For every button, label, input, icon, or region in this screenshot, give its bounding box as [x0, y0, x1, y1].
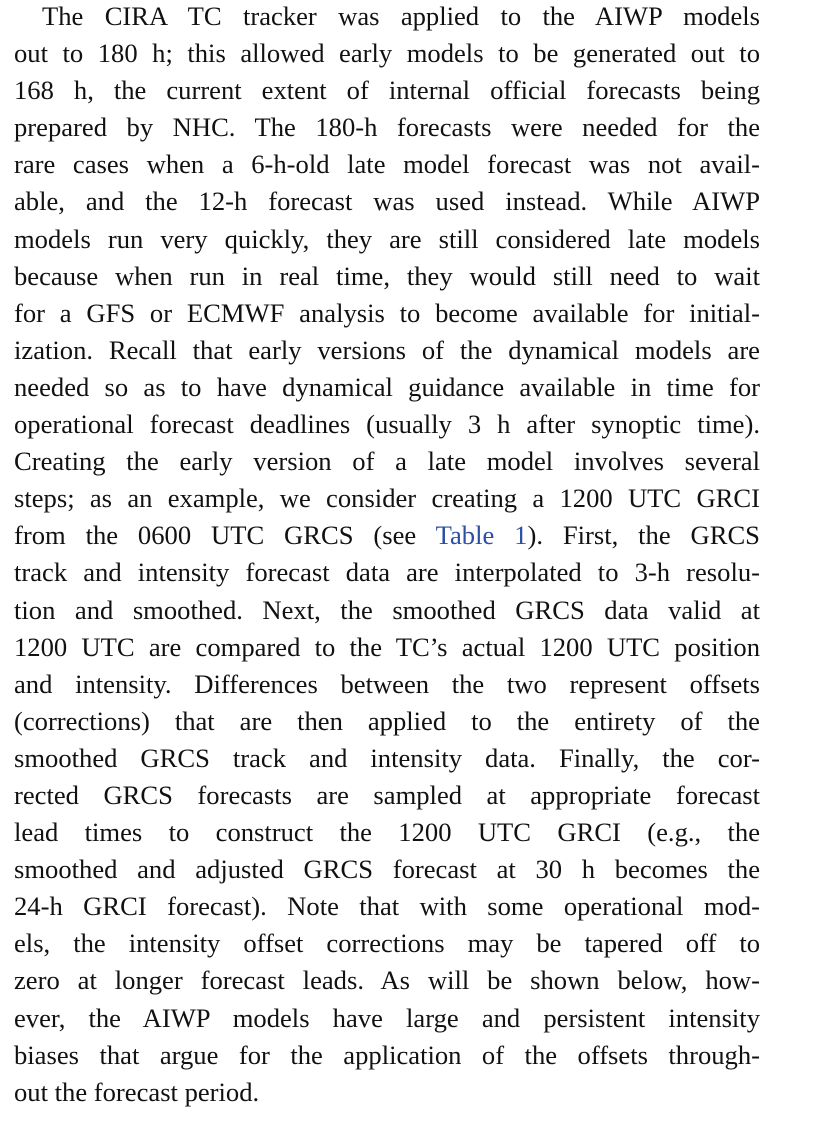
text-line: lead times to construct the 1200 UTC GRCI (e.g., the — [14, 817, 760, 848]
text-line: Creating the early version of a late model involves several — [14, 446, 760, 477]
table-1-link[interactable]: Table 1 — [435, 520, 528, 551]
text-line: biases that argue for the application of the offsets through- — [14, 1039, 760, 1070]
text-line: rected GRCS forecasts are sampled at appropriate forecast — [14, 779, 760, 810]
text-line: The CIRA TC tracker was applied to the AIWP models — [42, 1, 760, 31]
text-line: out to 180 h; this allowed early models to be generated out to — [14, 38, 760, 69]
text-line: 168 h, the current extent of internal official forecasts being — [14, 75, 760, 106]
text-line: and intensity. Differences between the two represent offsets — [14, 668, 760, 699]
text-line: steps; as an example, we consider creating a 1200 UTC GRCI — [14, 483, 760, 514]
text-line: zero at longer forecast leads. As will be shown below, how- — [14, 965, 760, 996]
text-line: smoothed GRCS track and intensity data. Finally, the cor- — [14, 742, 760, 773]
text-line: able, and the 12-h forecast was used instead. While AIWP — [14, 186, 760, 217]
text-line: smoothed and adjusted GRCS forecast at 30 h becomes the — [14, 854, 760, 885]
text-line: (corrections) that are then applied to the entirety of the — [14, 705, 760, 736]
body-paragraph — [14, 0, 760, 1111]
text-line: track and intensity forecast data are interpolated to 3-h resolu- — [14, 557, 760, 588]
text-line: prepared by NHC. The 180-h forecasts were needed for the — [14, 112, 760, 143]
text-line: ever, the AIWP models have large and persistent intensity — [14, 1002, 760, 1033]
text-line: models run very quickly, they are still considered late models — [14, 223, 760, 254]
text-fragment: ). First, the GRCS — [527, 520, 760, 551]
text-line-with-table-ref — [14, 517, 760, 554]
text-line: 24-h GRCI forecast). Note that with some operational mod- — [14, 891, 760, 922]
text-line: ization. Recall that early versions of the dynamical models are — [14, 334, 760, 365]
text-line: rare cases when a 6-h-old late model forecast was not avail- — [14, 149, 760, 180]
text-line-last: out the forecast period. — [14, 1076, 260, 1107]
text-line: operational forecast deadlines (usually 3 h after synoptic time). — [14, 409, 760, 440]
text-line: 1200 UTC are compared to the TC’s actual 1200 UTC position — [14, 631, 760, 662]
text-line: because when run in real time, they would still need to wait — [14, 260, 760, 291]
text-fragment: from the 0600 UTC GRCS (see — [14, 520, 436, 551]
text-line: els, the intensity offset corrections may be tapered off to — [14, 928, 760, 959]
text-line: needed so as to have dynamical guidance available in time for — [14, 371, 760, 402]
text-line: tion and smoothed. Next, the smoothed GRCS data valid at — [14, 594, 760, 625]
text-line: for a GFS or ECMWF analysis to become available for initial- — [14, 297, 760, 328]
